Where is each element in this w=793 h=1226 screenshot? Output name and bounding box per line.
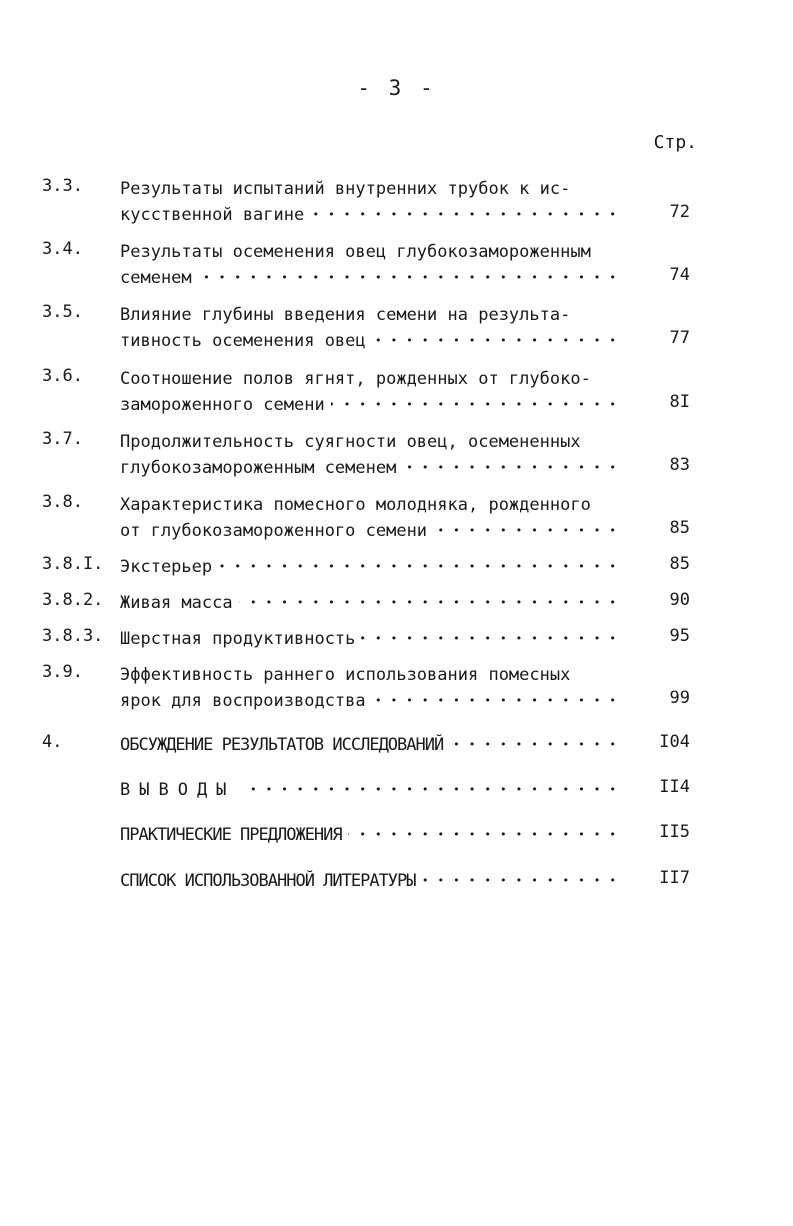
- page-column-label: Стр.: [653, 132, 697, 153]
- toc-page: 72: [669, 202, 690, 222]
- toc-title-line: ярок для воспроизводства •••••: [120, 688, 625, 714]
- toc-number: 3.9.: [42, 662, 83, 682]
- toc-title-line: СПИСОК ИСПОЛЬЗОВАННОЙ ЛИТЕРАТУРЫ •••••: [120, 868, 625, 894]
- toc-number: 3.3.: [42, 176, 83, 196]
- toc-title-line: Продолжительность суягности овец, осемененных: [120, 432, 581, 452]
- toc-page: I04: [659, 732, 690, 752]
- toc-page: 90: [669, 590, 690, 610]
- toc-title-line: Результаты испытаний внутренних трубок к ис-: [120, 179, 571, 199]
- toc-page: II4: [659, 777, 690, 797]
- toc-title-line: ПРАКТИЧЕСКИЕ ПРЕДЛОЖЕНИЯ •••••: [120, 822, 625, 848]
- toc-title-line: кусственной вагине •••••: [120, 202, 625, 228]
- toc-number: 3.7.: [42, 429, 83, 449]
- toc-title-line: ОБСУЖДЕНИЕ РЕЗУЛЬТАТОВ ИССЛЕДОВАНИЙ •••••: [120, 732, 625, 758]
- toc-page: II7: [659, 868, 690, 888]
- toc-number: 3.8.2.: [42, 590, 104, 610]
- toc-title-line: ВЫВОДЫ •••••: [120, 777, 625, 803]
- toc-page: 83: [669, 455, 690, 475]
- toc-title-line: Характеристика помесного молодняка, рожденного: [120, 495, 591, 515]
- toc-page: 74: [669, 265, 690, 285]
- toc-page: II5: [659, 822, 690, 842]
- toc-title-line: Результаты осеменения овец глубокозамороженным: [120, 242, 591, 262]
- toc-page: 85: [669, 518, 690, 538]
- page-number: - 3 -: [357, 76, 436, 100]
- toc-page: 8I: [669, 392, 690, 412]
- toc-title-line: замороженного семени •••••: [120, 392, 625, 418]
- toc-number: 4.: [42, 732, 63, 752]
- toc-page: 99: [669, 688, 690, 708]
- toc-title-line: Влияние глубины введения семени на результа-: [120, 305, 571, 325]
- toc-number: 3.5.: [42, 302, 83, 322]
- toc-number: 3.4.: [42, 239, 83, 259]
- toc-page: 85: [669, 554, 690, 574]
- toc-number: 3.8.I.: [42, 554, 104, 574]
- toc-page: 77: [669, 328, 690, 348]
- toc-number: 3.8.: [42, 492, 83, 512]
- toc-title-line: Живая масса •••••: [120, 590, 625, 616]
- toc-number: 3.8.3.: [42, 626, 104, 646]
- toc-page: 95: [669, 626, 690, 646]
- toc-title-line: Эффективность раннего использования помесных: [120, 665, 571, 685]
- toc-title-line: Соотношение полов ягнят, рожденных от глубоко-: [120, 369, 591, 389]
- toc-title-line: семенем •••••: [120, 265, 625, 291]
- toc-title-line: Шерстная продуктивность •••••: [120, 626, 625, 652]
- toc-number: 3.6.: [42, 366, 83, 386]
- toc-title-line: глубокозамороженным семенем •••••: [120, 455, 625, 481]
- toc-title-line: Экстерьер •••••: [120, 554, 625, 580]
- toc-title-line: от глубокозамороженного семени •••••: [120, 518, 625, 544]
- toc-title-line: тивность осеменения овец •••••: [120, 328, 625, 354]
